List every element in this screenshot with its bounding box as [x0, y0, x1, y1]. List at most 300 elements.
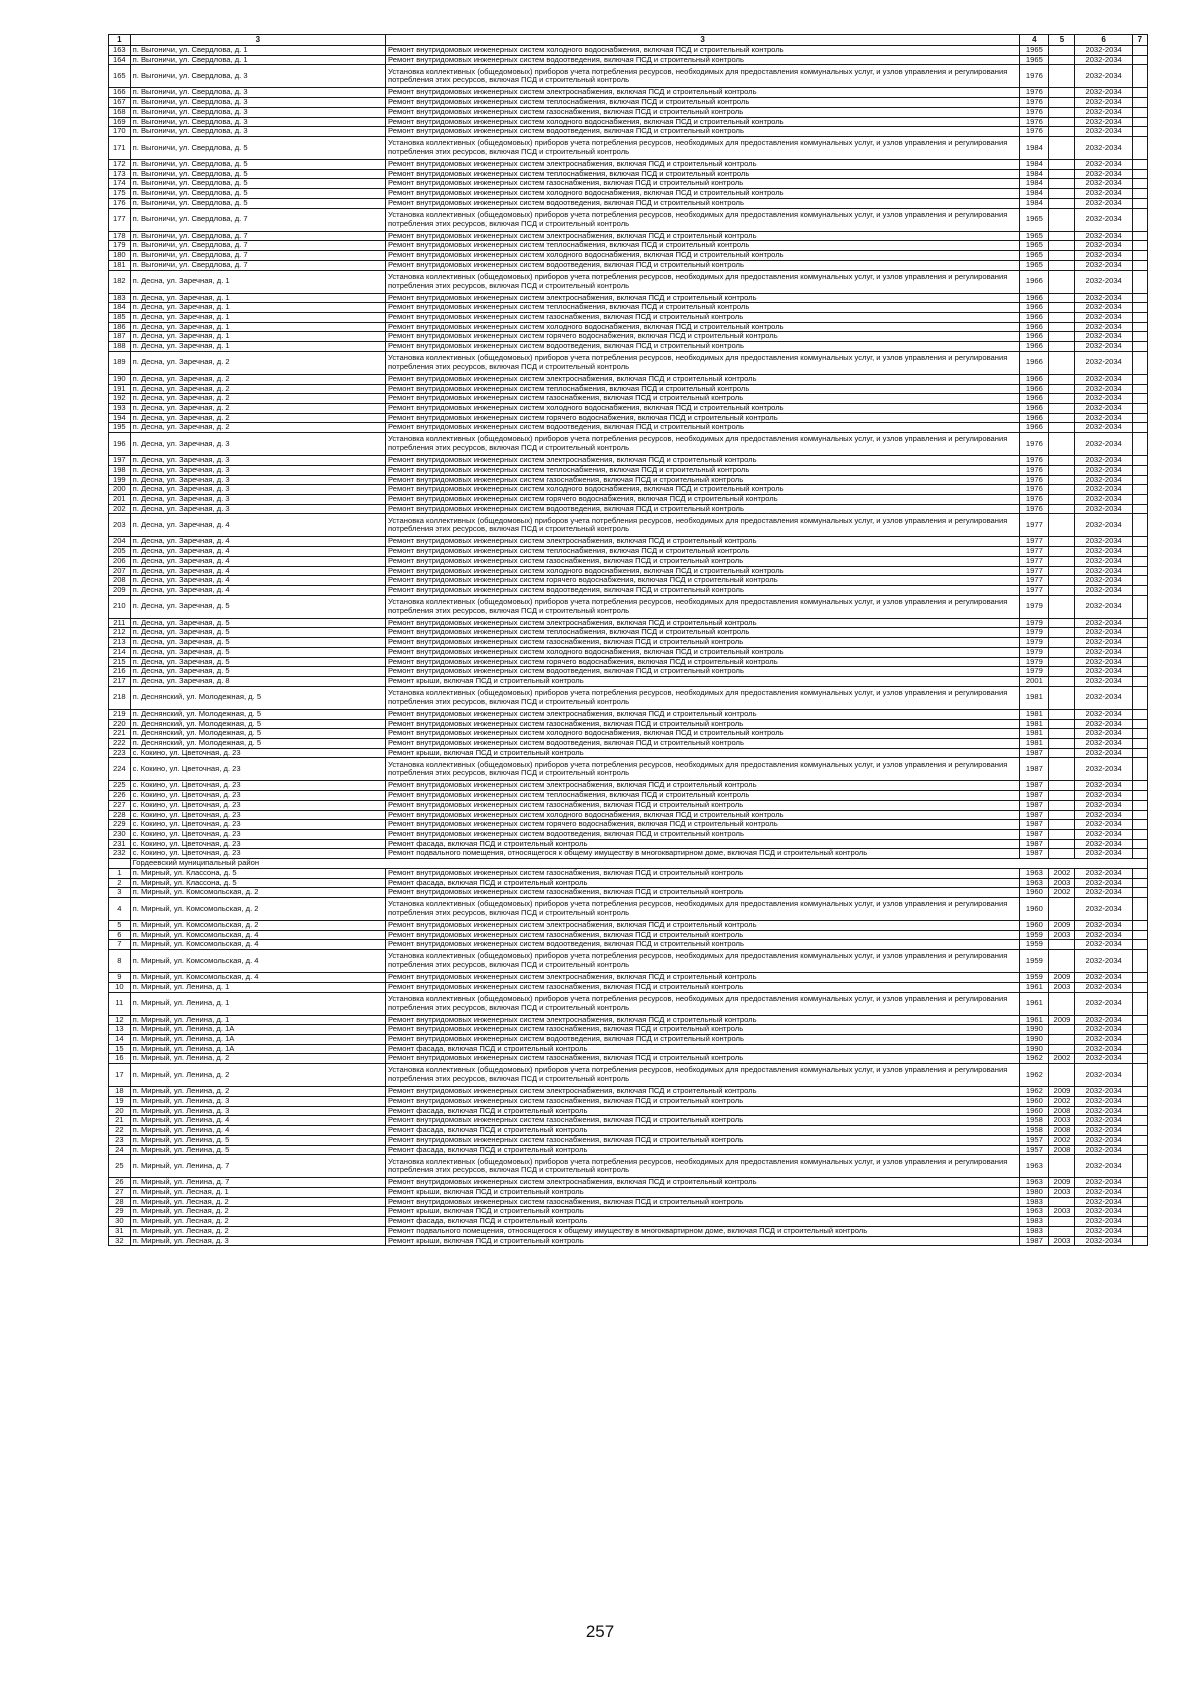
work-type-cell: Ремонт внутридомовых инженерных систем теплоснабжения, включая ПСД и строительный контроль — [386, 465, 1020, 475]
work-type-cell: Ремонт внутридомовых инженерных систем газоснабжения, включая ПСД и строительный контроль — [386, 888, 1020, 898]
year-built-cell: 1987 — [1020, 829, 1049, 839]
year-built-cell: 1976 — [1020, 485, 1049, 495]
extra-cell — [1132, 566, 1147, 576]
extra-cell — [1132, 1236, 1147, 1246]
table-row — [109, 208, 1148, 231]
planned-period-cell: 2032-2034 — [1075, 748, 1132, 758]
row-number-cell: 174 — [109, 179, 131, 189]
last-repair-year-cell — [1049, 384, 1075, 394]
address-cell: п. Мирный, ул. Ленина, д. 5 — [130, 1145, 385, 1155]
page-number: 257 — [585, 1622, 615, 1641]
last-repair-year-cell — [1049, 638, 1075, 648]
row-number-cell: 20 — [109, 1106, 131, 1116]
row-number-cell: 198 — [109, 465, 131, 475]
row-number-cell: 181 — [109, 260, 131, 270]
year-built-cell: 1976 — [1020, 98, 1049, 108]
extra-cell — [1132, 241, 1147, 251]
year-built-cell: 1960 — [1020, 1106, 1049, 1116]
extra-cell — [1132, 137, 1147, 160]
address-cell: п. Десна, ул. Заречная, д. 4 — [130, 514, 385, 537]
row-number-cell: 168 — [109, 107, 131, 117]
table-row — [109, 586, 1148, 596]
last-repair-year-cell — [1049, 179, 1075, 189]
row-number-cell: 13 — [109, 1025, 131, 1035]
row-number-cell: 178 — [109, 231, 131, 241]
work-type-cell: Ремонт внутридомовых инженерных систем газоснабжения, включая ПСД и строительный контроль — [386, 719, 1020, 729]
row-number-cell: 218 — [109, 686, 131, 709]
last-repair-year-cell: 2003 — [1049, 1236, 1075, 1246]
work-type-cell: Ремонт внутридомовых инженерных систем газоснабжения, включая ПСД и строительный контроль — [386, 1135, 1020, 1145]
table-row — [109, 677, 1148, 687]
address-cell: с. Кокино, ул. Цветочная, д. 23 — [130, 849, 385, 859]
address-cell: п. Выгоничи, ул. Свердлова, д. 5 — [130, 179, 385, 189]
year-built-cell: 1981 — [1020, 709, 1049, 719]
row-number-cell: 163 — [109, 46, 131, 56]
work-type-cell: Установка коллективных (общедомовых) приборов учета потребления ресурсов, необходимых для предоставления коммунальных услуг, и узлов управления и регулирования потребления этих ресурсов, включая ПСД и строительный контроль — [386, 137, 1020, 160]
row-number-cell: 3 — [109, 888, 131, 898]
last-repair-year-cell — [1049, 1044, 1075, 1054]
address-cell: п. Мирный, ул. Лесная, д. 2 — [130, 1197, 385, 1207]
work-type-cell: Ремонт фасада, включая ПСД и строительный контроль — [386, 1217, 1020, 1227]
extra-cell — [1132, 618, 1147, 628]
year-built-cell: 1965 — [1020, 208, 1049, 231]
table-row — [109, 1015, 1148, 1025]
extra-cell — [1132, 888, 1147, 898]
last-repair-year-cell: 2003 — [1049, 1116, 1075, 1126]
extra-cell — [1132, 475, 1147, 485]
planned-period-cell: 2032-2034 — [1075, 332, 1132, 342]
row-number-cell: 18 — [109, 1087, 131, 1097]
last-repair-year-cell — [1049, 293, 1075, 303]
planned-period-cell: 2032-2034 — [1075, 921, 1132, 931]
header-cell: 1 — [109, 35, 131, 46]
extra-cell — [1132, 839, 1147, 849]
year-built-cell: 1976 — [1020, 117, 1049, 127]
last-repair-year-cell: 2009 — [1049, 1015, 1075, 1025]
row-number-cell: 187 — [109, 332, 131, 342]
address-cell: п. Мирный, ул. Комсомольская, д. 2 — [130, 888, 385, 898]
year-built-cell: 1966 — [1020, 270, 1049, 293]
last-repair-year-cell: 2002 — [1049, 888, 1075, 898]
address-cell: п. Десна, ул. Заречная, д. 1 — [130, 322, 385, 332]
table-row — [109, 1116, 1148, 1126]
last-repair-year-cell — [1049, 65, 1075, 88]
year-built-cell: 2001 — [1020, 677, 1049, 687]
planned-period-cell: 2032-2034 — [1075, 88, 1132, 98]
table-row — [109, 973, 1148, 983]
extra-cell — [1132, 117, 1147, 127]
address-cell: п. Десна, ул. Заречная, д. 4 — [130, 586, 385, 596]
table-row — [109, 160, 1148, 170]
year-built-cell: 1959 — [1020, 940, 1049, 950]
planned-period-cell: 2032-2034 — [1075, 1187, 1132, 1197]
table-row — [109, 595, 1148, 618]
extra-cell — [1132, 1135, 1147, 1145]
address-cell: п. Десна, ул. Заречная, д. 1 — [130, 293, 385, 303]
planned-period-cell: 2032-2034 — [1075, 992, 1132, 1015]
planned-period-cell: 2032-2034 — [1075, 465, 1132, 475]
last-repair-year-cell — [1049, 160, 1075, 170]
row-number-cell: 197 — [109, 456, 131, 466]
work-type-cell: Ремонт внутридомовых инженерных систем теплоснабжения, включая ПСД и строительный контроль — [386, 791, 1020, 801]
year-built-cell: 1966 — [1020, 293, 1049, 303]
address-cell: с. Кокино, ул. Цветочная, д. 23 — [130, 810, 385, 820]
address-cell: п. Десна, ул. Заречная, д. 4 — [130, 547, 385, 557]
address-cell: с. Кокино, ул. Цветочная, д. 23 — [130, 820, 385, 830]
work-type-cell: Ремонт внутридомовых инженерных систем горячего водоснабжения, включая ПСД и строительный контроль — [386, 495, 1020, 505]
table-row — [109, 1217, 1148, 1227]
year-built-cell: 1966 — [1020, 303, 1049, 313]
work-type-cell: Ремонт внутридомовых инженерных систем электроснабжения, включая ПСД и строительный контроль — [386, 88, 1020, 98]
extra-cell — [1132, 169, 1147, 179]
table-row — [109, 251, 1148, 261]
planned-period-cell: 2032-2034 — [1075, 982, 1132, 992]
address-cell: п. Десна, ул. Заречная, д. 5 — [130, 628, 385, 638]
year-built-cell: 1990 — [1020, 1025, 1049, 1035]
year-built-cell: 1965 — [1020, 251, 1049, 261]
last-repair-year-cell — [1049, 107, 1075, 117]
work-type-cell: Установка коллективных (общедомовых) приборов учета потребления ресурсов, необходимых для предоставления коммунальных услуг, и узлов управления и регулирования потребления этих ресурсов, включая ПСД и строительный контроль — [386, 208, 1020, 231]
row-number-cell: 185 — [109, 312, 131, 322]
row-number-cell: 210 — [109, 595, 131, 618]
planned-period-cell: 2032-2034 — [1075, 667, 1132, 677]
year-built-cell: 1966 — [1020, 374, 1049, 384]
address-cell: п. Выгоничи, ул. Свердлова, д. 7 — [130, 208, 385, 231]
planned-period-cell: 2032-2034 — [1075, 137, 1132, 160]
work-type-cell: Ремонт внутридомовых инженерных систем водоотведения, включая ПСД и строительный контроль — [386, 738, 1020, 748]
year-built-cell: 1957 — [1020, 1135, 1049, 1145]
planned-period-cell: 2032-2034 — [1075, 657, 1132, 667]
extra-cell — [1132, 1116, 1147, 1126]
address-cell: п. Выгоничи, ул. Свердлова, д. 7 — [130, 251, 385, 261]
extra-cell — [1132, 921, 1147, 931]
extra-cell — [1132, 312, 1147, 322]
table-row — [109, 729, 1148, 739]
extra-cell — [1132, 940, 1147, 950]
row-number-cell: 207 — [109, 566, 131, 576]
year-built-cell: 1957 — [1020, 1145, 1049, 1155]
extra-cell — [1132, 576, 1147, 586]
last-repair-year-cell — [1049, 117, 1075, 127]
address-cell: с. Кокино, ул. Цветочная, д. 23 — [130, 781, 385, 791]
planned-period-cell: 2032-2034 — [1075, 1207, 1132, 1217]
last-repair-year-cell — [1049, 495, 1075, 505]
extra-cell — [1132, 930, 1147, 940]
extra-cell — [1132, 374, 1147, 384]
work-type-cell: Ремонт внутридомовых инженерных систем электроснабжения, включая ПСД и строительный контроль — [386, 709, 1020, 719]
extra-cell — [1132, 231, 1147, 241]
row-number-cell: 200 — [109, 485, 131, 495]
address-cell: п. Мирный, ул. Комсомольская, д. 4 — [130, 940, 385, 950]
planned-period-cell: 2032-2034 — [1075, 973, 1132, 983]
planned-period-cell: 2032-2034 — [1075, 729, 1132, 739]
table-row — [109, 98, 1148, 108]
work-type-cell: Ремонт внутридомовых инженерных систем теплоснабжения, включая ПСД и строительный контроль — [386, 98, 1020, 108]
work-type-cell: Ремонт внутридомовых инженерных систем газоснабжения, включая ПСД и строительный контроль — [386, 868, 1020, 878]
last-repair-year-cell — [1049, 686, 1075, 709]
row-number-cell: 9 — [109, 973, 131, 983]
planned-period-cell: 2032-2034 — [1075, 1226, 1132, 1236]
work-type-cell: Установка коллективных (общедомовых) приборов учета потребления ресурсов, необходимых для предоставления коммунальных услуг, и узлов управления и регулирования потребления этих ресурсов, включая ПСД и строительный контроль — [386, 595, 1020, 618]
row-number-cell: 232 — [109, 849, 131, 859]
address-cell: п. Мирный, ул. Ленина, д. 1А — [130, 1044, 385, 1054]
section-row — [109, 859, 1148, 869]
row-number-cell: 219 — [109, 709, 131, 719]
extra-cell — [1132, 208, 1147, 231]
last-repair-year-cell — [1049, 950, 1075, 973]
work-type-cell: Ремонт крыши, включая ПСД и строительный контроль — [386, 677, 1020, 687]
table-row — [109, 1087, 1148, 1097]
table-row — [109, 1035, 1148, 1045]
extra-cell — [1132, 638, 1147, 648]
year-built-cell: 1966 — [1020, 384, 1049, 394]
year-built-cell: 1976 — [1020, 465, 1049, 475]
year-built-cell: 1963 — [1020, 878, 1049, 888]
year-built-cell: 1984 — [1020, 189, 1049, 199]
table-row — [109, 647, 1148, 657]
work-type-cell: Ремонт внутридомовых инженерных систем теплоснабжения, включая ПСД и строительный контроль — [386, 384, 1020, 394]
table-row — [109, 829, 1148, 839]
address-cell: п. Выгоничи, ул. Свердлова, д. 5 — [130, 198, 385, 208]
year-built-cell: 1984 — [1020, 198, 1049, 208]
work-type-cell: Ремонт внутридомовых инженерных систем газоснабжения, включая ПСД и строительный контроль — [386, 982, 1020, 992]
year-built-cell: 1983 — [1020, 1197, 1049, 1207]
table-row — [109, 878, 1148, 888]
row-number-cell: 180 — [109, 251, 131, 261]
extra-cell — [1132, 495, 1147, 505]
planned-period-cell: 2032-2034 — [1075, 537, 1132, 547]
table-row — [109, 351, 1148, 374]
year-built-cell: 1979 — [1020, 628, 1049, 638]
last-repair-year-cell — [1049, 709, 1075, 719]
planned-period-cell: 2032-2034 — [1075, 270, 1132, 293]
extra-cell — [1132, 465, 1147, 475]
extra-cell — [1132, 384, 1147, 394]
header-cell: 3 — [386, 35, 1020, 46]
extra-cell — [1132, 46, 1147, 56]
planned-period-cell: 2032-2034 — [1075, 839, 1132, 849]
planned-period-cell: 2032-2034 — [1075, 686, 1132, 709]
work-type-cell: Установка коллективных (общедомовых) приборов учета потребления ресурсов, необходимых для предоставления коммунальных услуг, и узлов управления и регулирования потребления этих ресурсов, включая ПСД и строительный контроль — [386, 992, 1020, 1015]
planned-period-cell: 2032-2034 — [1075, 384, 1132, 394]
work-type-cell: Ремонт внутридомовых инженерных систем газоснабжения, включая ПСД и строительный контроль — [386, 475, 1020, 485]
last-repair-year-cell — [1049, 475, 1075, 485]
header-cell: 5 — [1049, 35, 1075, 46]
last-repair-year-cell: 2003 — [1049, 1207, 1075, 1217]
table-row — [109, 312, 1148, 322]
last-repair-year-cell — [1049, 576, 1075, 586]
row-number-cell: 15 — [109, 1044, 131, 1054]
table-row — [109, 433, 1148, 456]
row-number-cell: 24 — [109, 1145, 131, 1155]
row-number-cell: 195 — [109, 423, 131, 433]
work-type-cell: Ремонт внутридомовых инженерных систем газоснабжения, включая ПСД и строительный контроль — [386, 1116, 1020, 1126]
planned-period-cell: 2032-2034 — [1075, 618, 1132, 628]
last-repair-year-cell — [1049, 485, 1075, 495]
year-built-cell: 1976 — [1020, 65, 1049, 88]
table-row — [109, 820, 1148, 830]
last-repair-year-cell — [1049, 839, 1075, 849]
row-number-cell: 166 — [109, 88, 131, 98]
work-type-cell: Ремонт внутридомовых инженерных систем горячего водоснабжения, включая ПСД и строительный контроль — [386, 576, 1020, 586]
planned-period-cell: 2032-2034 — [1075, 950, 1132, 973]
last-repair-year-cell: 2009 — [1049, 1087, 1075, 1097]
extra-cell — [1132, 394, 1147, 404]
extra-cell — [1132, 423, 1147, 433]
year-built-cell: 1977 — [1020, 576, 1049, 586]
work-type-cell: Ремонт внутридомовых инженерных систем горячего водоснабжения, включая ПСД и строительный контроль — [386, 820, 1020, 830]
year-built-cell: 1977 — [1020, 514, 1049, 537]
planned-period-cell: 2032-2034 — [1075, 758, 1132, 781]
header-cell: 3 — [130, 35, 385, 46]
year-built-cell: 1983 — [1020, 1217, 1049, 1227]
extra-cell — [1132, 898, 1147, 921]
extra-cell — [1132, 748, 1147, 758]
row-number-cell: 28 — [109, 1197, 131, 1207]
work-type-cell: Ремонт внутридомовых инженерных систем газоснабжения, включая ПСД и строительный контроль — [386, 1054, 1020, 1064]
planned-period-cell: 2032-2034 — [1075, 1087, 1132, 1097]
year-built-cell: 1966 — [1020, 342, 1049, 352]
address-cell: п. Десна, ул. Заречная, д. 3 — [130, 485, 385, 495]
year-built-cell: 1966 — [1020, 322, 1049, 332]
row-number-cell: 5 — [109, 921, 131, 931]
planned-period-cell: 2032-2034 — [1075, 677, 1132, 687]
work-type-cell: Ремонт внутридомовых инженерных систем электроснабжения, включая ПСД и строительный контроль — [386, 293, 1020, 303]
work-type-cell: Установка коллективных (общедомовых) приборов учета потребления ресурсов, необходимых для предоставления коммунальных услуг, и узлов управления и регулирования потребления этих ресурсов, включая ПСД и строительный контроль — [386, 1064, 1020, 1087]
work-type-cell: Установка коллективных (общедомовых) приборов учета потребления ресурсов, необходимых для предоставления коммунальных услуг, и узлов управления и регулирования потребления этих ресурсов, включая ПСД и строительный контроль — [386, 514, 1020, 537]
table-row — [109, 198, 1148, 208]
work-type-cell: Ремонт внутридомовых инженерных систем электроснабжения, включая ПСД и строительный контроль — [386, 1178, 1020, 1188]
header-row — [109, 35, 1148, 46]
extra-cell — [1132, 322, 1147, 332]
table-row — [109, 456, 1148, 466]
work-type-cell: Ремонт внутридомовых инженерных систем электроснабжения, включая ПСД и строительный контроль — [386, 973, 1020, 983]
table-row — [109, 495, 1148, 505]
extra-cell — [1132, 332, 1147, 342]
extra-cell — [1132, 992, 1147, 1015]
address-cell: п. Мирный, ул. Комсомольская, д. 4 — [130, 930, 385, 940]
row-number-cell: 177 — [109, 208, 131, 231]
row-number-cell: 179 — [109, 241, 131, 251]
table-row — [109, 394, 1148, 404]
row-number-cell: 7 — [109, 940, 131, 950]
work-type-cell: Ремонт внутридомовых инженерных систем газоснабжения, включая ПСД и строительный контроль — [386, 312, 1020, 322]
work-type-cell: Ремонт внутридомовых инженерных систем газоснабжения, включая ПСД и строительный контроль — [386, 1197, 1020, 1207]
last-repair-year-cell — [1049, 98, 1075, 108]
last-repair-year-cell — [1049, 791, 1075, 801]
table-row — [109, 107, 1148, 117]
planned-period-cell: 2032-2034 — [1075, 1015, 1132, 1025]
table-row — [109, 667, 1148, 677]
extra-cell — [1132, 403, 1147, 413]
work-type-cell: Ремонт внутридомовых инженерных систем электроснабжения, включая ПСД и строительный контроль — [386, 781, 1020, 791]
work-type-cell: Установка коллективных (общедомовых) приборов учета потребления ресурсов, необходимых для предоставления коммунальных услуг, и узлов управления и регулирования потребления этих ресурсов, включая ПСД и строительный контроль — [386, 65, 1020, 88]
address-cell: п. Мирный, ул. Ленина, д. 2 — [130, 1064, 385, 1087]
last-repair-year-cell — [1049, 231, 1075, 241]
row-number-cell: 206 — [109, 556, 131, 566]
row-number-cell: 16 — [109, 1054, 131, 1064]
extra-cell — [1132, 719, 1147, 729]
row-number-cell: 221 — [109, 729, 131, 739]
extra-cell — [1132, 55, 1147, 65]
extra-cell — [1132, 179, 1147, 189]
work-type-cell: Установка коллективных (общедомовых) приборов учета потребления ресурсов, необходимых для предоставления коммунальных услуг, и узлов управления и регулирования потребления этих ресурсов, включая ПСД и строительный контроль — [386, 1155, 1020, 1178]
planned-period-cell: 2032-2034 — [1075, 586, 1132, 596]
row-number-cell: 11 — [109, 992, 131, 1015]
year-built-cell: 1979 — [1020, 595, 1049, 618]
year-built-cell: 1981 — [1020, 729, 1049, 739]
last-repair-year-cell — [1049, 677, 1075, 687]
header-cell: 4 — [1020, 35, 1049, 46]
row-number-cell: 193 — [109, 403, 131, 413]
row-number-cell: 213 — [109, 638, 131, 648]
table-row — [109, 992, 1148, 1015]
address-cell: п. Выгоничи, ул. Свердлова, д. 5 — [130, 160, 385, 170]
last-repair-year-cell — [1049, 374, 1075, 384]
address-cell: п. Выгоничи, ул. Свердлова, д. 7 — [130, 231, 385, 241]
last-repair-year-cell — [1049, 351, 1075, 374]
address-cell: п. Мирный, ул. Ленина, д. 3 — [130, 1096, 385, 1106]
year-built-cell: 1977 — [1020, 537, 1049, 547]
planned-period-cell: 2032-2034 — [1075, 241, 1132, 251]
last-repair-year-cell — [1049, 719, 1075, 729]
planned-period-cell: 2032-2034 — [1075, 107, 1132, 117]
table-row — [109, 1044, 1148, 1054]
year-built-cell: 1960 — [1020, 921, 1049, 931]
last-repair-year-cell — [1049, 189, 1075, 199]
last-repair-year-cell — [1049, 800, 1075, 810]
row-number-cell: 204 — [109, 537, 131, 547]
table-row — [109, 1155, 1148, 1178]
last-repair-year-cell: 2002 — [1049, 1054, 1075, 1064]
last-repair-year-cell: 2002 — [1049, 1135, 1075, 1145]
address-cell: п. Десна, ул. Заречная, д. 2 — [130, 423, 385, 433]
planned-period-cell: 2032-2034 — [1075, 1155, 1132, 1178]
planned-period-cell: 2032-2034 — [1075, 65, 1132, 88]
last-repair-year-cell — [1049, 137, 1075, 160]
table-row — [109, 657, 1148, 667]
extra-cell — [1132, 293, 1147, 303]
extra-cell — [1132, 270, 1147, 293]
work-type-cell: Ремонт внутридомовых инженерных систем газоснабжения, включая ПСД и строительный контроль — [386, 107, 1020, 117]
table-row — [109, 849, 1148, 859]
last-repair-year-cell — [1049, 342, 1075, 352]
last-repair-year-cell — [1049, 413, 1075, 423]
last-repair-year-cell — [1049, 251, 1075, 261]
extra-cell — [1132, 65, 1147, 88]
planned-period-cell: 2032-2034 — [1075, 456, 1132, 466]
last-repair-year-cell: 2002 — [1049, 868, 1075, 878]
last-repair-year-cell — [1049, 46, 1075, 56]
last-repair-year-cell — [1049, 647, 1075, 657]
work-type-cell: Ремонт внутридомовых инженерных систем газоснабжения, включая ПСД и строительный контроль — [386, 638, 1020, 648]
year-built-cell: 1963 — [1020, 1155, 1049, 1178]
planned-period-cell: 2032-2034 — [1075, 820, 1132, 830]
table-row — [109, 888, 1148, 898]
address-cell: п. Мирный, ул. Ленина, д. 2 — [130, 1054, 385, 1064]
last-repair-year-cell — [1049, 394, 1075, 404]
work-type-cell: Ремонт фасада, включая ПСД и строительный контроль — [386, 839, 1020, 849]
work-type-cell: Ремонт внутридомовых инженерных систем холодного водоснабжения, включая ПСД и строительный контроль — [386, 485, 1020, 495]
year-built-cell: 1976 — [1020, 504, 1049, 514]
work-type-cell: Ремонт внутридомовых инженерных систем теплоснабжения, включая ПСД и строительный контроль — [386, 303, 1020, 313]
extra-cell — [1132, 657, 1147, 667]
planned-period-cell: 2032-2034 — [1075, 709, 1132, 719]
address-cell: п. Десна, ул. Заречная, д. 1 — [130, 270, 385, 293]
row-number-cell: 1 — [109, 868, 131, 878]
table-row — [109, 738, 1148, 748]
row-number-cell: 211 — [109, 618, 131, 628]
